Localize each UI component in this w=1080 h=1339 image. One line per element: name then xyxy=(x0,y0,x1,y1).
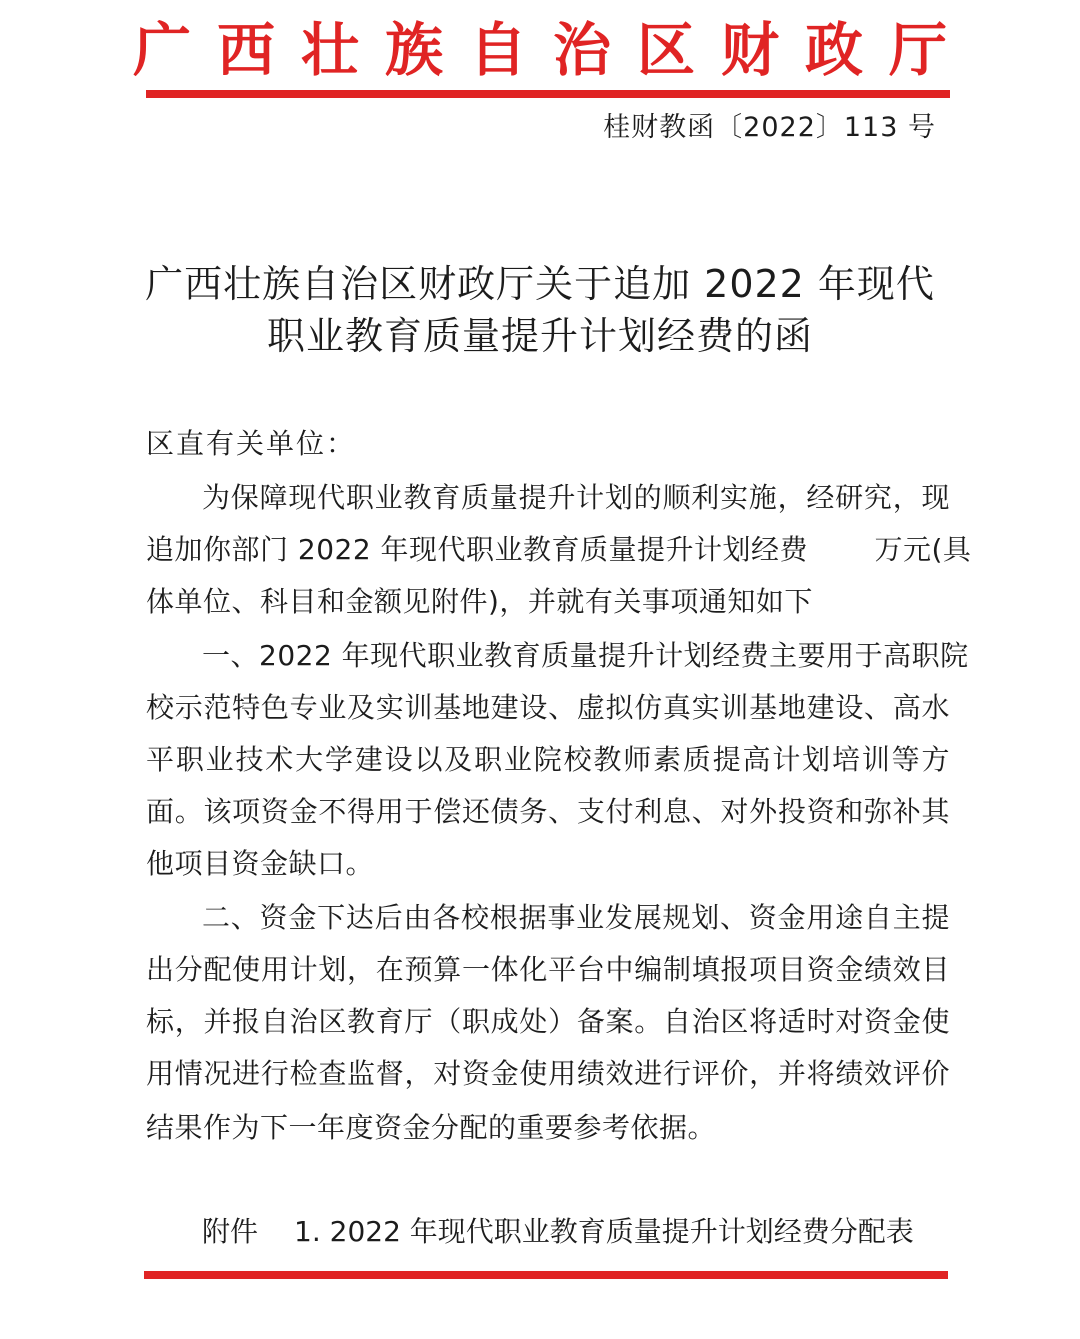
attachment-line xyxy=(202,1210,914,1254)
document-title xyxy=(0,258,1080,362)
paragraph-line: 二、资金下达后由各校根据事业发展规划、资金用途自主提 xyxy=(202,901,950,934)
paragraph-line: 出分配使用计划，在预算一体化平台中编制填报项目资金绩效目 xyxy=(146,953,950,986)
paragraph-line: 结果作为下一年度资金分配的重要参考依据。 xyxy=(146,1111,717,1144)
paragraph-line: 校示范特色专业及实训基地建设、虚拟仿真实训基地建设、高水 xyxy=(146,691,950,724)
document-title-line: 职业教育质量提升计划经费的函 xyxy=(266,314,813,358)
document-number: 桂财教函〔2022〕113 号 xyxy=(603,112,936,143)
masthead-title: 广西壮族自治区财政厅 xyxy=(132,16,973,84)
paragraph-line: 平职业技术大学建设以及职业院校教师素质提高计划培训等方 xyxy=(146,743,950,776)
salutation: 区直有关单位： xyxy=(146,427,357,460)
paragraph-line: 标，并报自治区教育厅（职成处）备案。自治区将适时对资金使 xyxy=(146,1005,950,1038)
paragraph-line: 他项目资金缺口。 xyxy=(146,847,375,880)
paragraph-line: 用情况进行检查监督，对资金使用绩效进行评价，并将绩效评价 xyxy=(146,1057,950,1090)
paragraph-line: 体单位、科目和金额见附件)，并就有关事项通知如下 xyxy=(146,585,813,618)
masthead-red-rule xyxy=(146,90,950,98)
paragraph-line: 为保障现代职业教育质量提升计划的顺利实施，经研究，现 xyxy=(202,481,950,514)
footer-red-rule xyxy=(144,1271,948,1279)
paragraph-line: 一、2022 年现代职业教育质量提升计划经费主要用于高职院 xyxy=(202,639,969,672)
attachment-item: 1. 2022 年现代职业教育质量提升计划经费分配表 xyxy=(294,1215,914,1248)
document-title-line: 广西壮族自治区财政厅关于追加 2022 年现代 xyxy=(145,262,935,306)
paragraph-line: 追加你部门 2022 年现代职业教育质量提升计划经费 万元(具 xyxy=(146,533,972,566)
paragraph-line: 面。该项资金不得用于偿还债务、支付利息、对外投资和弥补其 xyxy=(146,795,950,828)
attachment-label: 附件 xyxy=(202,1215,259,1248)
